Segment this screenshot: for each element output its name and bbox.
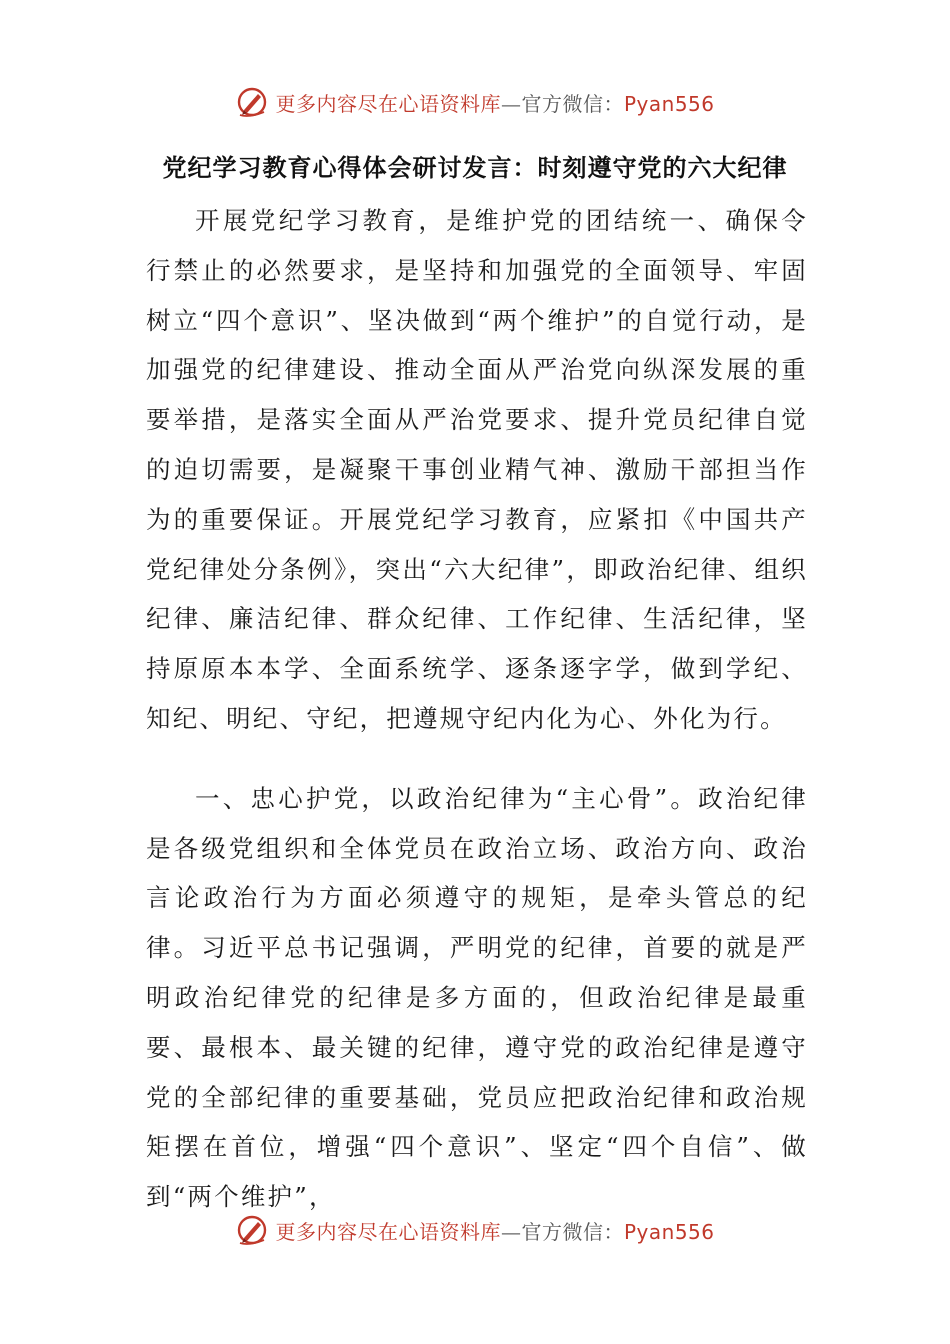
watermark-official: 官方微信： — [521, 1219, 624, 1244]
watermark-main: 更多内容尽在心语资料库 — [275, 91, 501, 116]
watermark-header — [0, 82, 950, 122]
document-body — [146, 196, 808, 1222]
paragraph-section-one: 一、忠心护党，以政治纪律为“主心骨”。政治纪律是各级党组织和全体党员在政治立场、政治方向、政治言论政治行为方面必须遵守的规矩，是牵头管总的纪律。习近平总书记强调，严明党的纪律，首要的就是严明政治纪律党的纪律是多方面的，但政治纪律是最重要、最根本、最关键的纪律，遵守党的政治纪律是遵守党的全部纪律的重要基础，党员应把政治纪律和政治规矩摆在首位，增强“四个意识”、坚定“四个自信”、做到“两个维护”， — [146, 783, 808, 1212]
document-title: 党纪学习教育心得体会研讨发言：时刻遵守党的六大纪律 — [162, 154, 788, 182]
watermark-separator: — — [500, 91, 522, 116]
watermark-separator: — — [500, 1219, 522, 1244]
pen-circle-icon — [235, 85, 269, 119]
watermark-id: Pyan556 — [623, 1219, 715, 1244]
watermark-id: Pyan556 — [623, 91, 715, 116]
paragraph-intro: 开展党纪学习教育，是维护党的团结统一、确保令行禁止的必然要求，是坚持和加强党的全面领导、牢固树立“四个意识”、坚决做到“两个维护”的自觉行动，是加强党的纪律建设、推动全面从严治党向纵深发展的重要举措，是落实全面从严治党要求、提升党员纪律自觉的迫切需要，是凝聚干事创业精气神、激励干部担当作为的重要保证。开展党纪学习教育，应紧扣《中国共产党纪律处分条例》，突出“六大纪律”，即政治纪律、组织纪律、廉洁纪律、群众纪律、工作纪律、生活纪律，坚持原原本本学、全面系统学、逐条逐字学，做到学纪、知纪、明纪、守纪，把遵规守纪内化为心、外化为行。 — [146, 206, 808, 733]
watermark-footer — [0, 1210, 950, 1250]
watermark-main: 更多内容尽在心语资料库 — [275, 1219, 501, 1244]
pen-circle-icon — [235, 1213, 269, 1247]
watermark-official: 官方微信： — [521, 91, 624, 116]
watermark-text — [275, 88, 714, 117]
watermark-text — [275, 1216, 714, 1245]
